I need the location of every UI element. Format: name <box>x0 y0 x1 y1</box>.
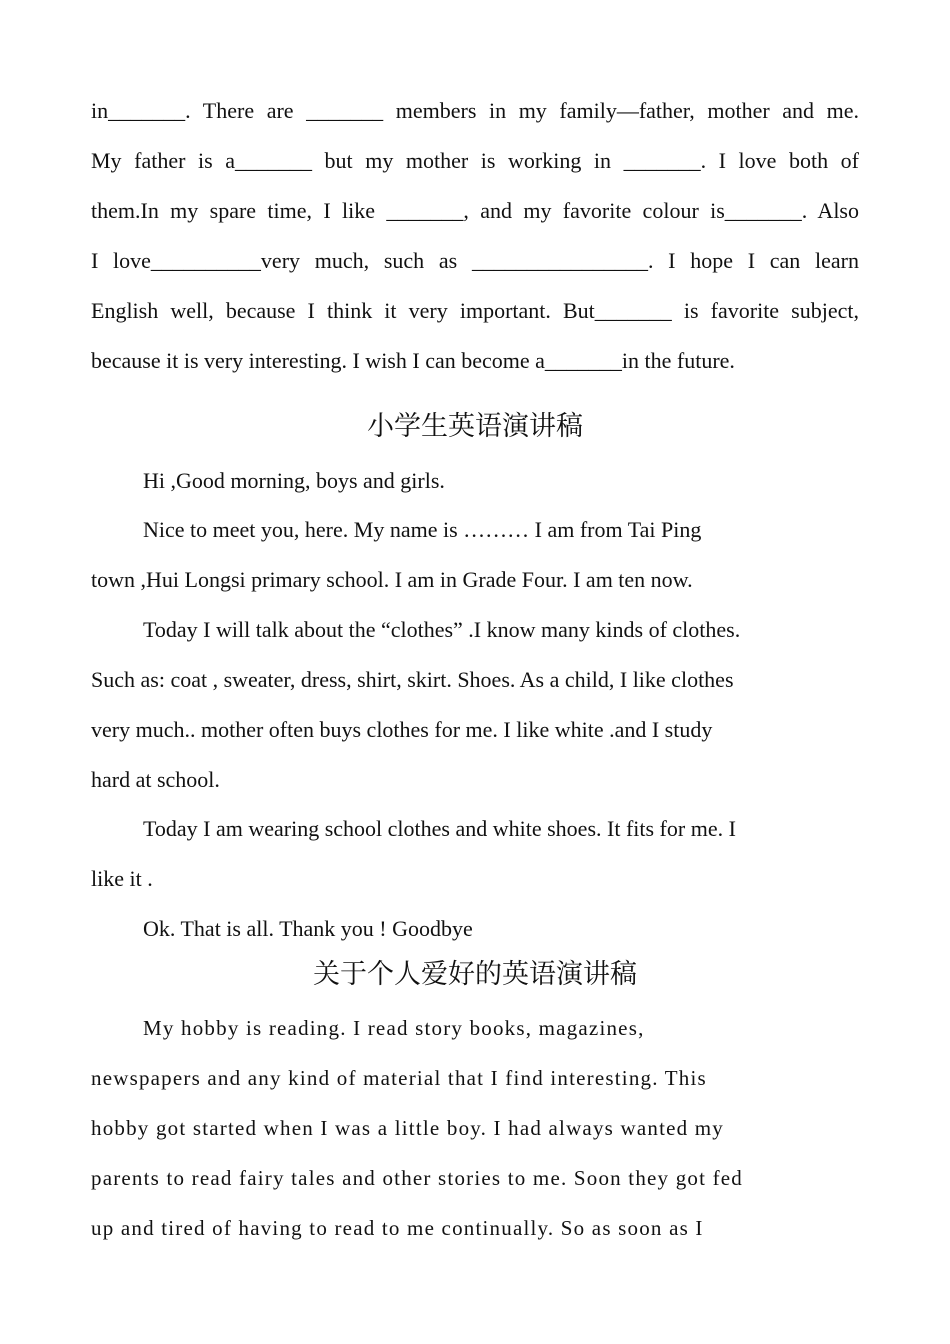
paragraph-line: My hobby is reading. I read story books, magazines, <box>143 1016 645 1040</box>
paragraph-line: very much.. mother often buys clothes for me. I like white .and I study <box>91 717 713 742</box>
paragraph-line: Such as: coat , sweater, dress, shirt, skirt. Shoes. As a child, I like clothes <box>91 667 734 692</box>
paragraph-line: Today I will talk about the “clothes” .I know many kinds of clothes. <box>143 617 741 642</box>
paragraph-line: Hi ,Good morning, boys and girls. <box>143 468 445 493</box>
paragraph-line: town ,Hui Longsi primary school. I am in Grade Four. I am ten now. <box>91 567 693 592</box>
paragraph-line: Ok. That is all. Thank you ! Goodbye <box>143 916 473 941</box>
paragraph-line: because it is very interesting. I wish I can become a_______in the future. <box>91 348 735 373</box>
paragraph-line: like it . <box>91 866 153 891</box>
paragraph-line: English well, because I think it very important. But_______ is favorite subject, <box>91 298 859 323</box>
paragraph-line: I love__________very much, such as ________________. I hope I can learn <box>91 248 859 273</box>
paragraph-line: Nice to meet you, here. My name is ……… I am from Tai Ping <box>143 517 702 542</box>
paragraph-line: My father is a_______ but my mother is working in _______. I love both of <box>91 148 859 173</box>
paragraph-line: them.In my spare time, I like _______, and my favorite colour is_______. Also <box>91 198 859 223</box>
paragraph-line: hobby got started when I was a little boy. I had always wanted my <box>91 1116 725 1140</box>
section-title: 小学生英语演讲稿 <box>367 411 583 442</box>
paragraph-line: Today I am wearing school clothes and white shoes. It fits for me. I <box>143 816 736 841</box>
paragraph-line: newspapers and any kind of material that I find interesting. This <box>91 1066 707 1090</box>
paragraph-line: up and tired of having to read to me continually. So as soon as I <box>91 1216 704 1240</box>
paragraph-line: hard at school. <box>91 767 220 792</box>
paragraph-line: in_______. There are _______ members in my family—father, mother and me. <box>91 98 859 123</box>
paragraph-line: parents to read fairy tales and other stories to me. Soon they got fed <box>91 1166 744 1190</box>
section-title: 关于个人爱好的英语演讲稿 <box>313 959 637 990</box>
